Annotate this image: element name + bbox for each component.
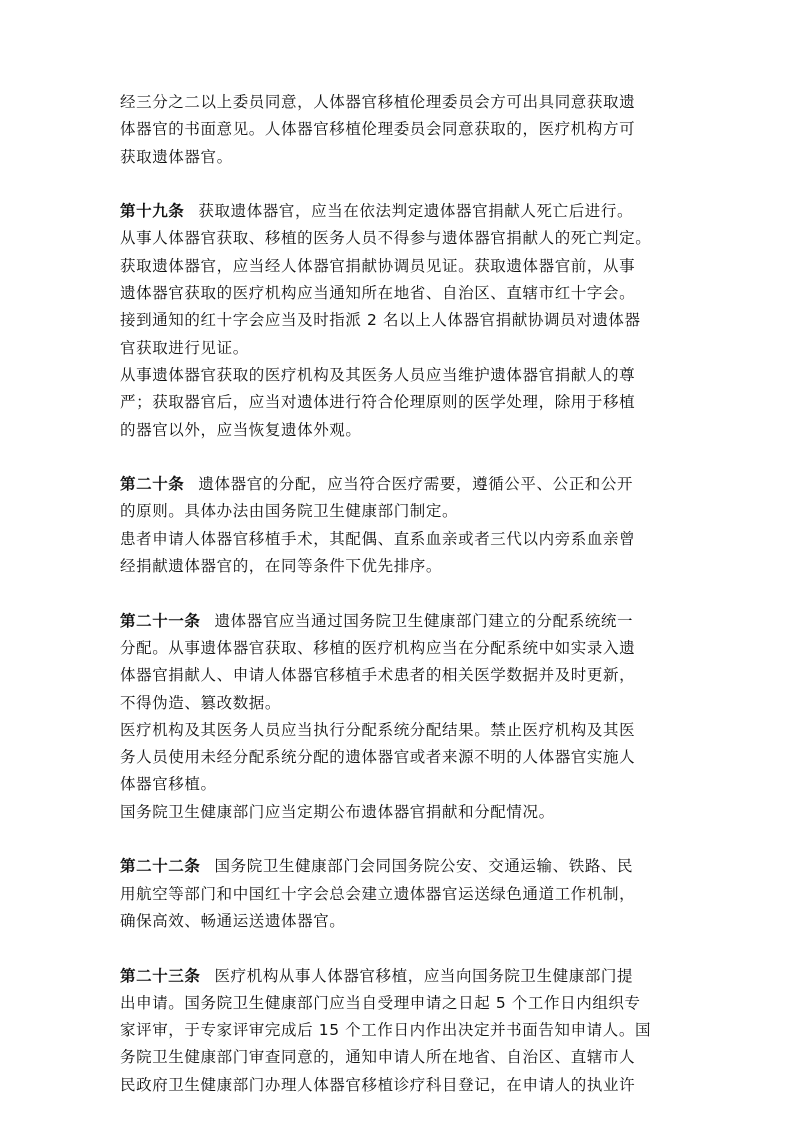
article-number: 第十九条: [120, 202, 185, 221]
text-line: 经捐献遗体器官的，在同等条件下优先排序。: [120, 557, 443, 576]
continued-paragraph: [120, 89, 680, 171]
article-number: 第二十三条: [120, 966, 201, 985]
text-line: 体器官的书面意见。人体器官移植伦理委员会同意获取的，医疗机构方可: [120, 120, 636, 139]
text-line: 获取遗体器官，应当在依法判定遗体器官捐献人死亡后进行。: [198, 202, 634, 221]
text-line: 官获取进行见证。: [120, 338, 249, 357]
text-line: 家评审，于专家评审完成后 15 个工作日内作出决定并书面告知申请人。国: [120, 1021, 652, 1040]
text-line: 体器官移植。: [120, 775, 217, 794]
text-line: 民政府卫生健康部门办理人体器官移植诊疗科目登记，在申请人的执业许: [120, 1075, 636, 1094]
text-line: 从事人体器官获取、移植的医务人员不得参与遗体器官捐献人的死亡判定。: [120, 229, 652, 248]
article-first-line: [120, 471, 680, 498]
text-line: 国务院卫生健康部门会同国务院公安、交通运输、铁路、民: [214, 857, 634, 876]
article-first-line: [120, 198, 680, 225]
text-line: 务院卫生健康部门审查同意的，通知申请人所在地省、自治区、直辖市人: [120, 1048, 636, 1067]
text-line: 从事遗体器官获取的医疗机构及其医务人员应当维护遗体器官捐献人的尊: [120, 365, 636, 384]
text-line: 务人员使用未经分配系统分配的遗体器官或者来源不明的人体器官实施人: [120, 748, 636, 767]
article-20: [120, 471, 680, 580]
article-19: [120, 198, 680, 444]
text-line: 获取遗体器官。: [120, 147, 233, 166]
text-line: 的原则。具体办法由国务院卫生健康部门制定。: [120, 502, 459, 521]
text-line: 遗体器官应当通过国务院卫生健康部门建立的分配系统统一: [214, 611, 634, 630]
text-line: 遗体器官的分配，应当符合医疗需要，遵循公平、公正和公开: [198, 475, 634, 494]
article-22: [120, 853, 680, 935]
text-line: 体器官捐献人、申请人体器官移植手术患者的相关医学数据并及时更新，: [120, 666, 636, 685]
document-page: [120, 89, 680, 1099]
text-line: 确保高效、畅通运送遗体器官。: [120, 911, 346, 930]
article-first-line: [120, 853, 680, 880]
text-line: 遗体器官获取的医疗机构应当通知所在地省、自治区、直辖市红十字会。: [120, 284, 636, 303]
article-number: 第二十一条: [120, 611, 201, 630]
text-line: 接到通知的红十字会应当及时指派 2 名以上人体器官捐献协调员对遗体器: [120, 311, 641, 330]
text-line: 患者申请人体器官移植手术，其配偶、直系血亲或者三代以内旁系血亲曾: [120, 529, 636, 548]
article-23: [120, 963, 680, 1099]
text-line: 医疗机构及其医务人员应当执行分配系统分配结果。禁止医疗机构及其医: [120, 720, 636, 739]
article-number: 第二十条: [120, 475, 185, 494]
text-line: 分配。从事遗体器官获取、移植的医疗机构应当在分配系统中如实录入遗: [120, 638, 636, 657]
article-number: 第二十二条: [120, 857, 201, 876]
text-line: 用航空等部门和中国红十字会总会建立遗体器官运送绿色通道工作机制，: [120, 884, 636, 903]
text-line: 获取遗体器官，应当经人体器官捐献协调员见证。获取遗体器官前，从事: [120, 256, 636, 275]
text-line: 国务院卫生健康部门应当定期公布遗体器官捐献和分配情况。: [120, 802, 555, 821]
text-line: 出申请。国务院卫生健康部门应当自受理申请之日起 5 个工作日内组织专: [120, 993, 641, 1012]
text-line: 严；获取器官后，应当对遗体进行符合伦理原则的医学处理，除用于移植: [120, 393, 636, 412]
text-line: 经三分之二以上委员同意，人体器官移植伦理委员会方可出具同意获取遗: [120, 93, 636, 111]
article-first-line: [120, 608, 680, 635]
article-first-line: [120, 963, 680, 990]
text-line: 不得伪造、篡改数据。: [120, 693, 282, 712]
article-21: [120, 608, 680, 826]
text-line: 医疗机构从事人体器官移植，应当向国务院卫生健康部门提: [214, 966, 634, 985]
text-line: 的器官以外，应当恢复遗体外观。: [120, 420, 362, 439]
